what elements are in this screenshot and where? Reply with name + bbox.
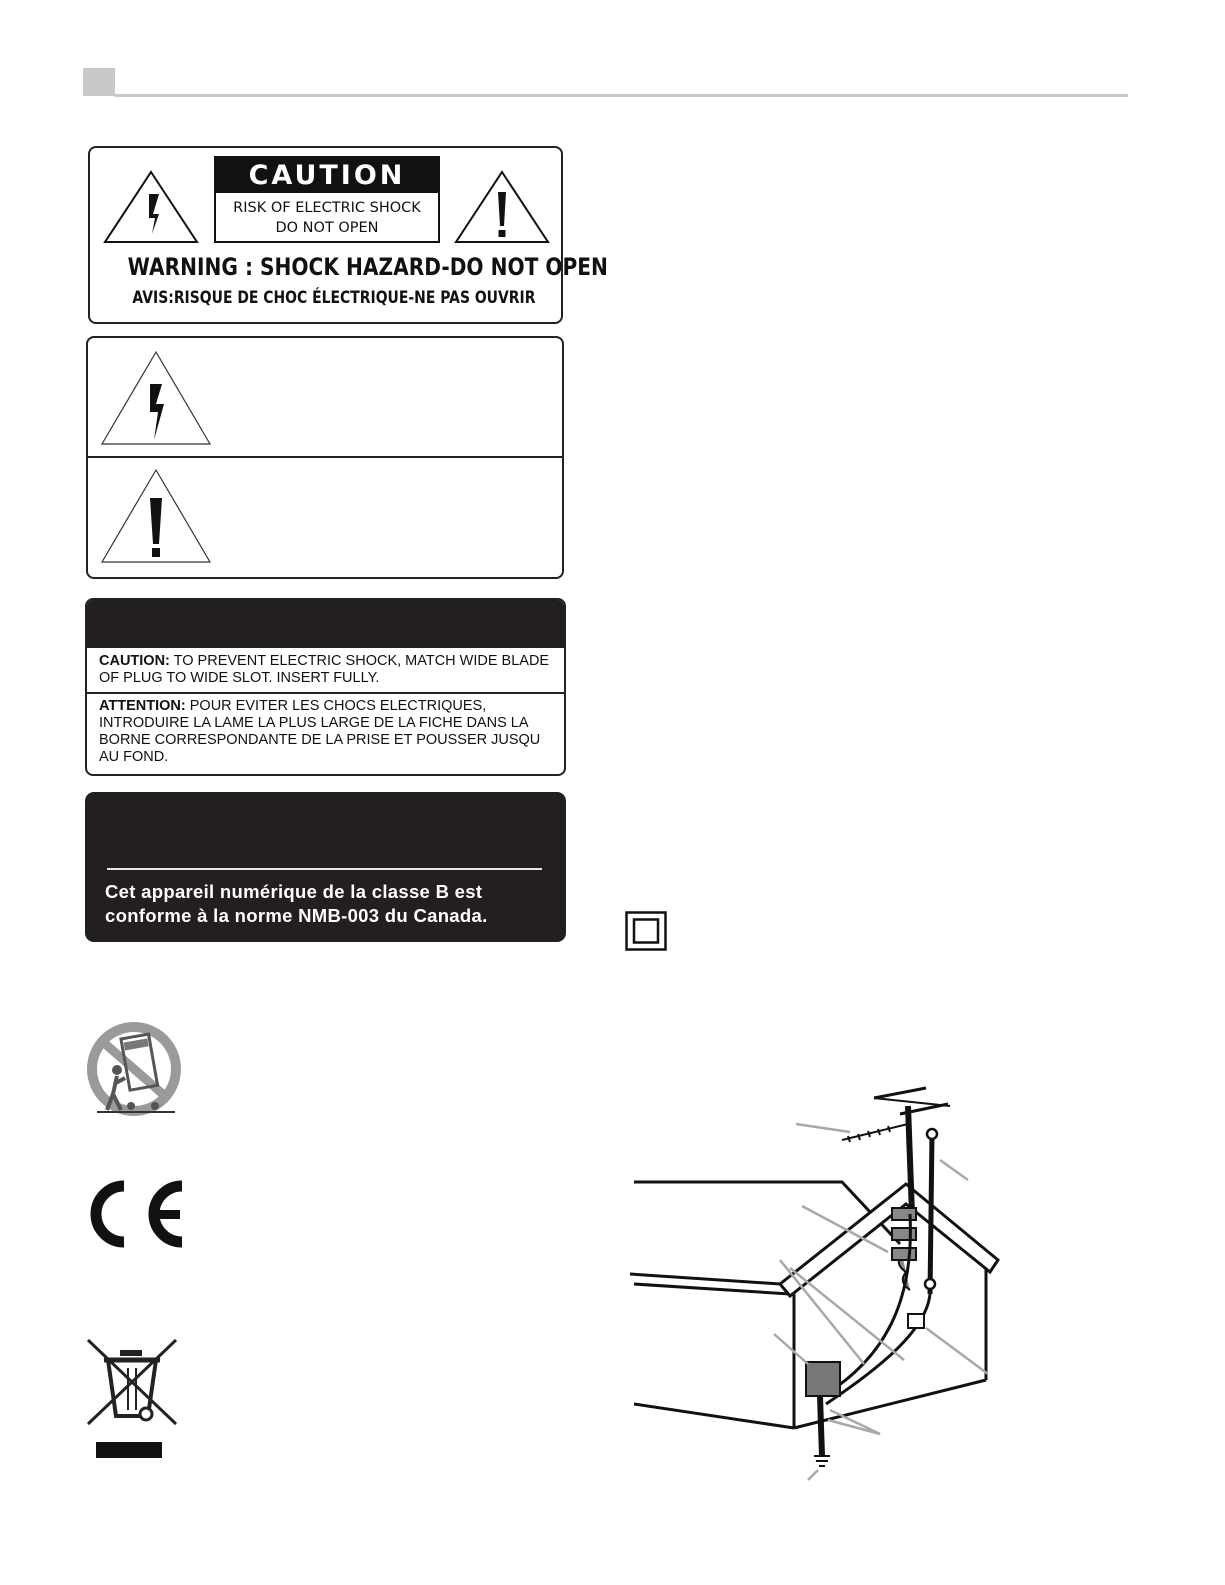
caution-heading-block — [214, 156, 440, 243]
ce-mark-icon — [84, 1180, 186, 1248]
symbols-box — [86, 336, 564, 579]
canada-notice — [85, 792, 566, 942]
header-square — [83, 68, 115, 96]
plug-caution-body: TO PREVENT ELECTRIC SHOCK, MATCH WIDE BLADE OF PLUG TO WIDE SLOT. INSERT FULLY. — [99, 653, 550, 686]
canada-notice-rule — [107, 868, 542, 870]
lightning-triangle-icon — [100, 350, 212, 446]
plug-attention-body: POUR EVITER LES CHOCS ELECTRIQUES, INTRODUIRE LA LAME LA PLUS LARGE DE LA FICHE DANS LA BORNE CORRESPONDANTE DE LA PRISE ET POUSSER JUSQU AU FOND. — [99, 698, 541, 765]
caution-line-2: DO NOT OPEN — [275, 220, 379, 236]
exclamation-triangle-icon — [100, 468, 212, 564]
plug-notice — [85, 598, 566, 776]
canada-french-text — [105, 880, 488, 928]
plug-caution-text — [99, 653, 561, 687]
no-cart-tipping-icon — [83, 1020, 185, 1118]
crossed-bin-icon — [84, 1336, 180, 1462]
caution-line-1: RISK OF ELECTRIC SHOCK — [233, 200, 421, 216]
caution-heading: CAUTION — [216, 158, 438, 193]
warning-english: WARNING : SHOCK HAZARD-DO NOT OPEN — [127, 253, 608, 281]
symbols-divider — [88, 456, 562, 458]
double-insulation-icon — [625, 911, 667, 951]
plug-caution-label: CAUTION: — [99, 653, 170, 669]
plug-notice-header-bar — [87, 600, 564, 648]
canada-french-line-2: conforme à la norme NMB-003 du Canada. — [105, 905, 488, 926]
plug-notice-separator — [87, 692, 564, 694]
plug-attention-text — [99, 698, 561, 766]
caution-label — [88, 146, 608, 324]
canada-french-line-1: Cet appareil numérique de la classe B est — [105, 881, 483, 902]
exclamation-triangle-icon — [454, 170, 550, 244]
lightning-triangle-icon — [103, 170, 199, 244]
antenna-grounding-diagram — [630, 1084, 1002, 1484]
header-rule — [115, 94, 1128, 97]
warning-french: AVIS:RISQUE DE CHOC ÉLECTRIQUE-NE PAS OUVRIR — [132, 288, 536, 308]
plug-attention-label: ATTENTION: — [99, 698, 186, 714]
